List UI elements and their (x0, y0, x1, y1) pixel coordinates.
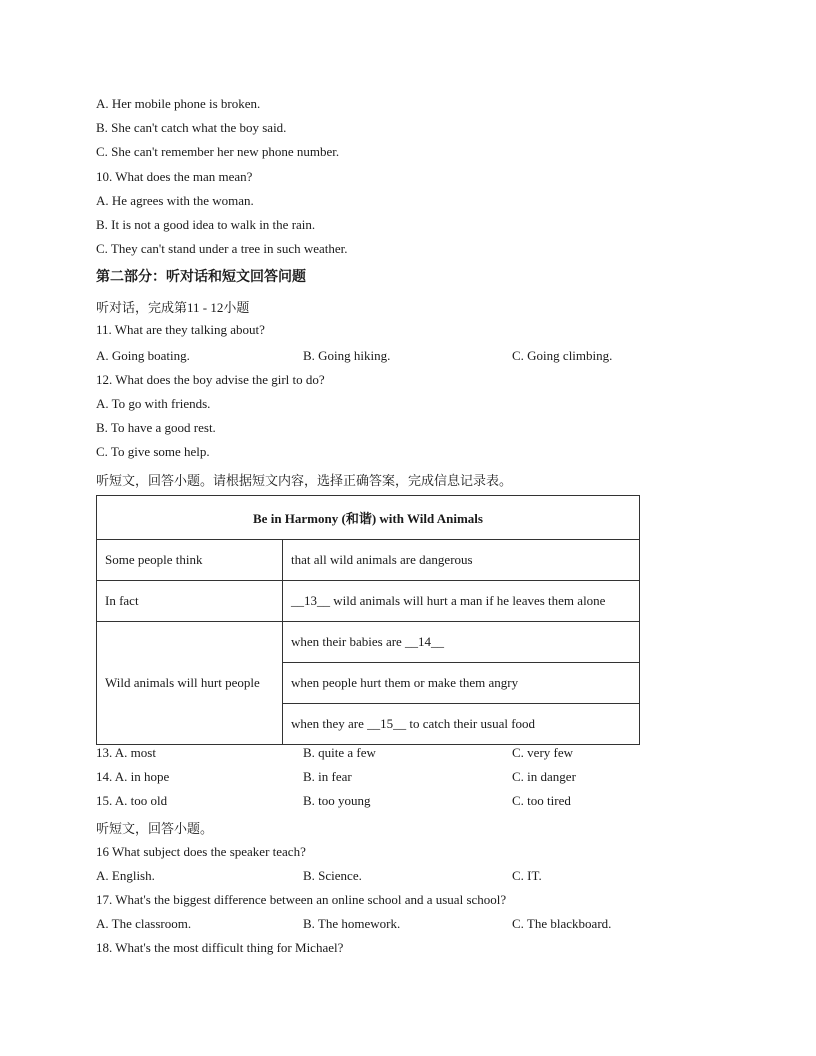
dialog-instruction: 听对话，完成第11 - 12小题 (96, 300, 250, 315)
table-row1-value: that all wild animals are dangerous (283, 540, 640, 581)
q12-question: 12. What does the boy advise the girl to do? (96, 372, 325, 387)
info-record-table (96, 495, 640, 745)
q13-option-a: 13. A. most (96, 745, 156, 760)
q15-option-c: C. too tired (512, 793, 571, 808)
q9-option-c: C. She can't remember her new phone number. (96, 144, 340, 159)
q16-option-a: A. English. (96, 868, 155, 883)
passage-instruction: 听短文，回答小题。请根据短文内容，选择正确答案，完成信息记录表。 (96, 473, 513, 488)
q13-option-b: B. quite a few (303, 745, 376, 760)
q15-option-b: B. too young (303, 793, 371, 808)
q14-option-c: C. in danger (512, 769, 576, 784)
q17-option-a: A. The classroom. (96, 916, 192, 931)
q16-question: 16 What subject does the speaker teach? (96, 844, 306, 859)
table-row3-label: Wild animals will hurt people (97, 622, 283, 745)
table-row1-label: Some people think (97, 540, 283, 581)
q17-option-c: C. The blackboard. (512, 916, 612, 931)
q14-option-a: 14. A. in hope (96, 769, 170, 784)
q12-option-b: B. To have a good rest. (96, 420, 216, 435)
table-row3-value-1: when their babies are __14__ (283, 622, 640, 663)
q15-option-a: 15. A. too old (96, 793, 168, 808)
q17-question: 17. What's the biggest difference between an online school and a usual school? (96, 892, 507, 907)
q10-option-b: B. It is not a good idea to walk in the rain. (96, 217, 316, 232)
q14-option-b: B. in fear (303, 769, 352, 784)
q9-option-b: B. She can't catch what the boy said. (96, 120, 287, 135)
q16-option-c: C. IT. (512, 868, 542, 883)
q16-option-b: B. Science. (303, 868, 362, 883)
q9-option-a: A. Her mobile phone is broken. (96, 96, 261, 111)
part2-heading: 第二部分：听对话和短文回答问题 (96, 270, 306, 285)
q11-option-a: A. Going boating. (96, 348, 190, 363)
q18-question: 18. What's the most difficult thing for Michael? (96, 940, 344, 955)
table-row2-label: In fact (97, 581, 283, 622)
q11-option-c: C. Going climbing. (512, 348, 613, 363)
q13-option-c: C. very few (512, 745, 574, 760)
q11-question: 11. What are they talking about? (96, 322, 265, 337)
q12-option-a: A. To go with friends. (96, 396, 211, 411)
table-row2-value: __13__ wild animals will hurt a man if he leaves them alone (283, 581, 640, 622)
q12-option-c: C. To give some help. (96, 444, 210, 459)
q11-option-b: B. Going hiking. (303, 348, 391, 363)
q10-question: 10. What does the man mean? (96, 169, 253, 184)
q10-option-a: A. He agrees with the woman. (96, 193, 254, 208)
q10-option-c: C. They can't stand under a tree in such weather. (96, 241, 348, 256)
q17-option-b: B. The homework. (303, 916, 401, 931)
table-title: Be in Harmony (和谐) with Wild Animals (97, 496, 640, 540)
passage2-instruction: 听短文，回答小题。 (96, 821, 214, 836)
table-row3-value-2: when people hurt them or make them angry (283, 663, 640, 704)
table-row3-value-3: when they are __15__ to catch their usual food (283, 704, 640, 745)
